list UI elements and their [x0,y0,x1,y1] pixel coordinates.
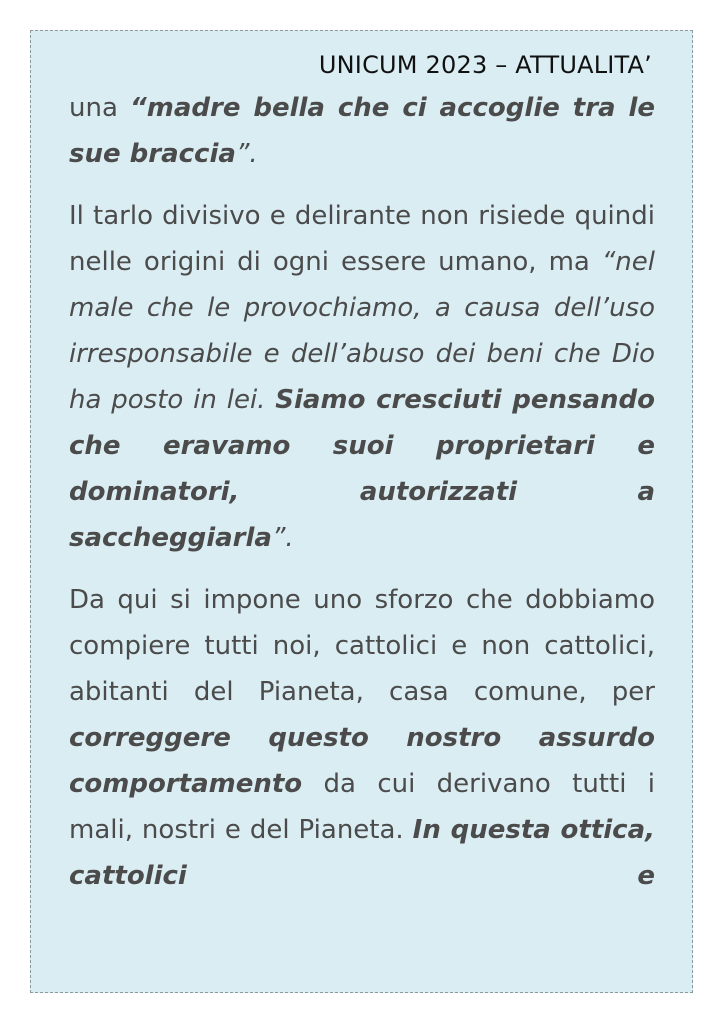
text-segment: da cui derivano tutti i mali, nostri e del Pianeta. [69,769,655,845]
quote-emphasis: Siamo cresciuti pensando che eravamo suoi proprietari e dominatori, autorizzati a saccheggiarla [69,385,655,553]
paragraph-3 [69,577,655,899]
article-body [69,85,655,915]
text-segment: Da qui si impone uno sforzo che dobbiamo compiere tutti noi, cattolici e non cattolici, abitanti del Pianeta, casa comune, per [69,585,655,707]
paragraph-1 [69,85,655,177]
text-segment: una [69,93,131,123]
quote-close: ”. [271,523,294,553]
page-frame [30,30,693,993]
emphasis-text: In questa ottica, cattolici e [69,815,655,891]
emphasis-text: correggere questo nostro assurdo comportamento [69,723,655,799]
paragraph-2 [69,193,655,561]
running-header: UNICUM 2023 – ATTUALITA’ [318,51,652,79]
quote-text: “nel male che le provochiamo, a causa dell’uso irresponsabile e dell’abuso dei beni che Dio ha posto in lei. [69,247,655,415]
quote-close: ”. [235,139,258,169]
quote-emphasis: “madre bella che ci accoglie tra le sue braccia [69,93,656,169]
text-segment: Il tarlo divisivo e delirante non risiede quindi nelle origini di ogni essere umano, ma [69,201,655,277]
